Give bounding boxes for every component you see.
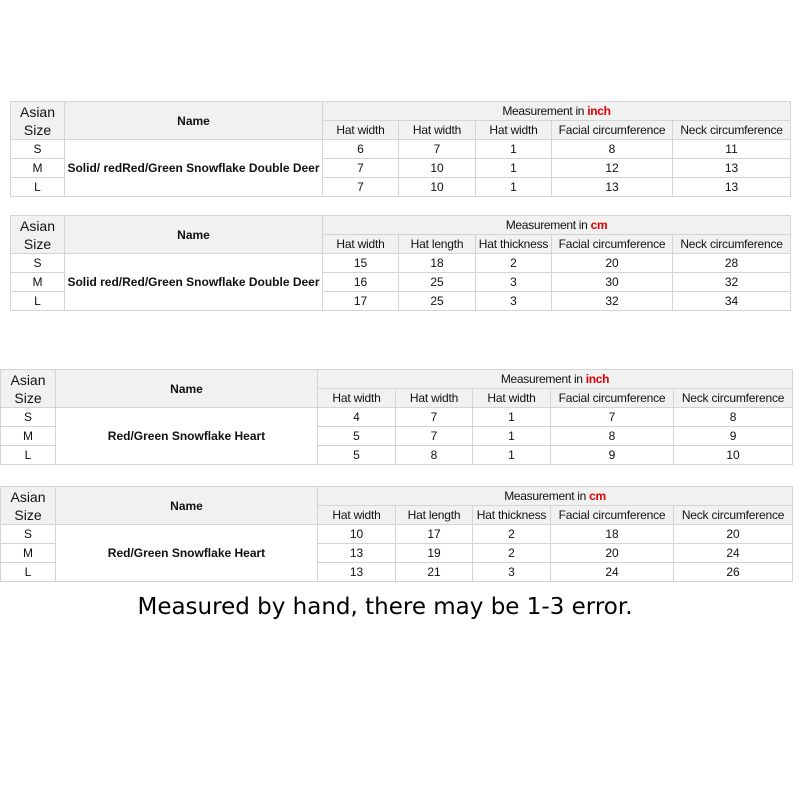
size-cell: L (1, 446, 56, 465)
value-cell: 3 (476, 292, 552, 311)
column-header: Facial circumference (552, 235, 673, 254)
value-cell: 10 (674, 446, 793, 465)
value-cell: 9 (551, 446, 674, 465)
value-cell: 18 (399, 254, 476, 273)
value-cell: 20 (551, 544, 674, 563)
value-cell: 1 (473, 408, 551, 427)
column-header: Hat thickness (476, 235, 552, 254)
column-header: Hat width (476, 121, 552, 140)
size-table-deer-inch (10, 101, 791, 197)
name-column-header: Name (56, 370, 318, 408)
size-column-header: Asian Size (1, 370, 56, 408)
value-cell: 24 (674, 544, 793, 563)
value-cell: 34 (673, 292, 791, 311)
measurement-prefix: Measurement in (504, 489, 587, 503)
value-cell: 7 (399, 140, 476, 159)
value-cell: 18 (551, 525, 674, 544)
measurement-prefix: Measurement in (505, 218, 588, 232)
product-name: Solid/ redRed/Green Snowflake Double Deer (65, 140, 323, 197)
measurement-prefix: Measurement in (502, 104, 585, 118)
column-header: Facial circumference (551, 506, 674, 525)
measurement-unit: cm (590, 218, 608, 232)
size-table-deer-cm (10, 215, 791, 311)
value-cell: 10 (399, 178, 476, 197)
value-cell: 28 (673, 254, 791, 273)
column-header: Neck circumference (674, 506, 793, 525)
value-cell: 32 (552, 292, 673, 311)
name-column-header: Name (65, 216, 323, 254)
value-cell: 1 (476, 178, 552, 197)
column-header: Neck circumference (673, 235, 791, 254)
column-header: Neck circumference (673, 121, 791, 140)
size-cell: S (11, 140, 65, 159)
value-cell: 32 (673, 273, 791, 292)
value-cell: 1 (476, 140, 552, 159)
value-cell: 21 (396, 563, 473, 582)
value-cell: 25 (399, 273, 476, 292)
value-cell: 13 (673, 178, 791, 197)
column-header: Hat width (323, 121, 399, 140)
column-header: Facial circumference (552, 121, 673, 140)
column-header: Hat width (318, 506, 396, 525)
value-cell: 30 (552, 273, 673, 292)
measurement-footnote: Measured by hand, there may be 1-3 error. (137, 594, 633, 620)
value-cell: 7 (396, 427, 473, 446)
product-name: Solid red/Red/Green Snowflake Double Deer (65, 254, 323, 311)
value-cell: 15 (323, 254, 399, 273)
value-cell: 7 (551, 408, 674, 427)
size-cell: L (1, 563, 56, 582)
value-cell: 25 (399, 292, 476, 311)
product-name: Red/Green Snowflake Heart (56, 525, 318, 582)
measurement-header (318, 487, 793, 506)
value-cell: 7 (396, 408, 473, 427)
value-cell: 13 (318, 544, 396, 563)
value-cell: 4 (318, 408, 396, 427)
value-cell: 26 (674, 563, 793, 582)
size-cell: M (1, 427, 56, 446)
size-cell: L (11, 292, 65, 311)
value-cell: 8 (551, 427, 674, 446)
value-cell: 5 (318, 446, 396, 465)
value-cell: 17 (396, 525, 473, 544)
size-cell: S (1, 525, 56, 544)
value-cell: 13 (318, 563, 396, 582)
value-cell: 3 (476, 273, 552, 292)
measurement-unit: inch (587, 104, 611, 118)
column-header: Hat width (396, 389, 473, 408)
size-cell: S (1, 408, 56, 427)
measurement-header (318, 370, 793, 389)
value-cell: 10 (318, 525, 396, 544)
size-cell: M (11, 159, 65, 178)
value-cell: 7 (323, 178, 399, 197)
value-cell: 24 (551, 563, 674, 582)
value-cell: 5 (318, 427, 396, 446)
value-cell: 8 (552, 140, 673, 159)
name-column-header: Name (65, 102, 323, 140)
column-header: Facial circumference (551, 389, 674, 408)
size-column-header: Asian Size (11, 216, 65, 254)
column-header: Hat length (399, 235, 476, 254)
size-column-header: Asian Size (1, 487, 56, 525)
value-cell: 1 (476, 159, 552, 178)
value-cell: 8 (674, 408, 793, 427)
size-table-heart-inch (0, 369, 793, 465)
value-cell: 1 (473, 446, 551, 465)
size-cell: L (11, 178, 65, 197)
value-cell: 2 (473, 525, 551, 544)
column-header: Neck circumference (674, 389, 793, 408)
measurement-header (323, 102, 791, 121)
size-cell: M (1, 544, 56, 563)
value-cell: 3 (473, 563, 551, 582)
value-cell: 17 (323, 292, 399, 311)
value-cell: 2 (476, 254, 552, 273)
column-header: Hat width (399, 121, 476, 140)
value-cell: 13 (673, 159, 791, 178)
value-cell: 2 (473, 544, 551, 563)
value-cell: 20 (674, 525, 793, 544)
name-column-header: Name (56, 487, 318, 525)
size-table-heart-cm (0, 486, 793, 582)
value-cell: 20 (552, 254, 673, 273)
value-cell: 10 (399, 159, 476, 178)
value-cell: 6 (323, 140, 399, 159)
column-header: Hat length (396, 506, 473, 525)
column-header: Hat width (323, 235, 399, 254)
value-cell: 16 (323, 273, 399, 292)
value-cell: 12 (552, 159, 673, 178)
value-cell: 1 (473, 427, 551, 446)
measurement-prefix: Measurement in (500, 372, 583, 386)
column-header: Hat width (318, 389, 396, 408)
measurement-unit: inch (585, 372, 610, 386)
value-cell: 9 (674, 427, 793, 446)
value-cell: 19 (396, 544, 473, 563)
size-cell: M (11, 273, 65, 292)
value-cell: 7 (323, 159, 399, 178)
column-header: Hat thickness (473, 506, 551, 525)
measurement-header (323, 216, 791, 235)
column-header: Hat width (473, 389, 551, 408)
value-cell: 11 (673, 140, 791, 159)
measurement-unit: cm (589, 489, 606, 503)
size-column-header: Asian Size (11, 102, 65, 140)
value-cell: 13 (552, 178, 673, 197)
size-cell: S (11, 254, 65, 273)
value-cell: 8 (396, 446, 473, 465)
product-name: Red/Green Snowflake Heart (56, 408, 318, 465)
